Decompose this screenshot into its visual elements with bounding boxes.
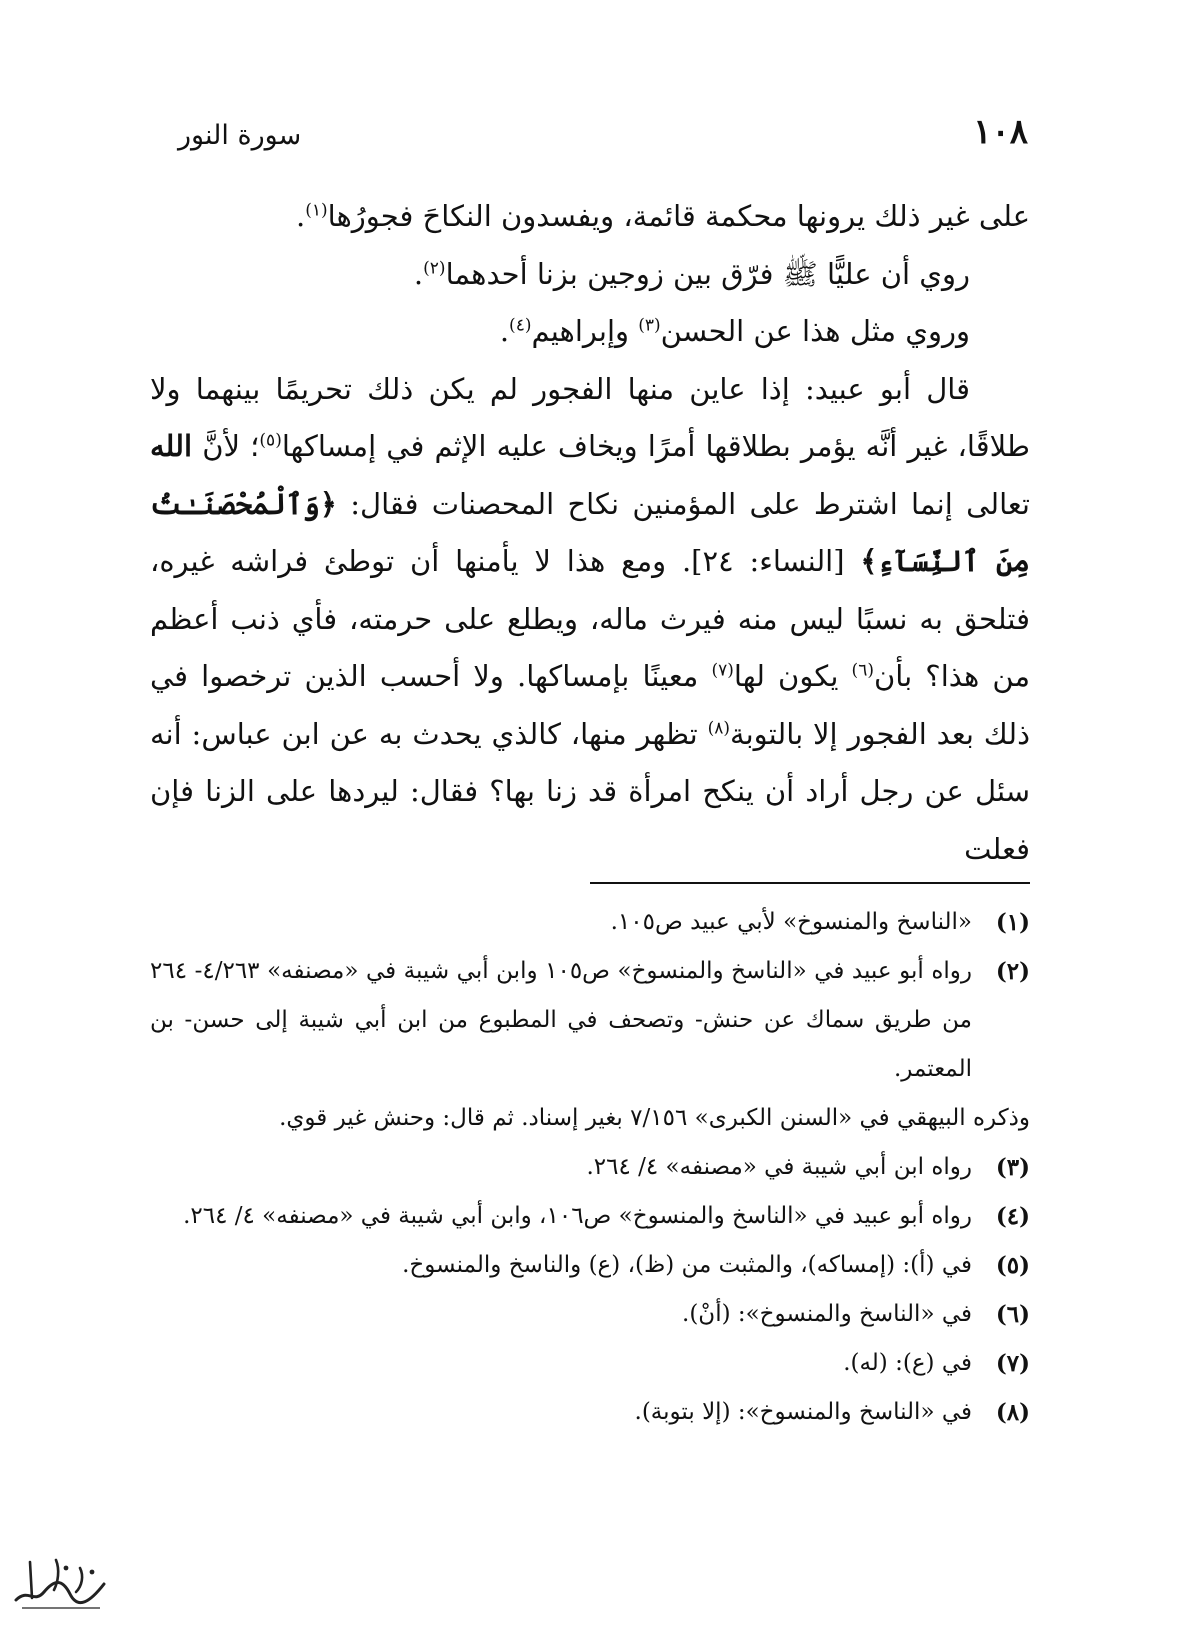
footnote-2-continuation: وذكره البيهقي في «السنن الكبرى» ٧/١٥٦ بغير إسناد. ثم قال: وحنش غير قوي.	[279, 1105, 1030, 1131]
footnote-ref-8[interactable]: (٨)	[707, 717, 731, 738]
running-title: سورة النور	[178, 120, 302, 151]
footnote-3	[150, 1143, 1030, 1192]
divine-name: الله	[150, 429, 193, 463]
footnote-text: رواه ابن أبي شيبة في «مصنفه» ٤/ ٢٦٤.	[586, 1154, 972, 1180]
footnotes	[150, 898, 1030, 1437]
footnote-4	[150, 1192, 1030, 1241]
footnote-number: (٧)	[995, 1350, 1030, 1377]
logo-stroke	[30, 1560, 82, 1598]
footnote-7	[150, 1339, 1030, 1388]
paragraph-4: قال أبو عبيد: إذا عاين منها الفجور لم يكن ذلك تحريمًا بينهما ولا طلاقًا، غير أنَّه يؤمر بطلاقها أمرًا ويخاف عليه الإثم في إمساكها$^{(٥)}$؛ لأنَّ الله تعالى إنما اشترط على المؤمنين نكاح المحصنات فقال: ﴿وَٱلْمُحْصَنَـٰتُ مِنَ ٱلنِّسَآءِ﴾ [النساء: ٢٤]. ومع هذا لا يأمنها أن توطئ فراشه غيره، فتلحق به نسبًا ليس منه فيرث ماله، ويطلع على حرمته، فأي ذنب أعظم من هذا؟ بأن$^{(٦)}$ يكون لها$^{(٧)}$ معينًا بإمساكها. ولا أحسب الذين ترخصوا في ذلك بعد الفجور إلا بالتوبة$^{(٨)}$ تظهر منها، كالذي يحدث به عن ابن عباس: أنه سئل عن رجل أراد أن ينكح امرأة قد زنا بها؟ فقال: ليردها على الزنا فإن فعلت	[150, 371, 1031, 866]
main-text	[150, 188, 1030, 878]
quran-quote: ﴿وَٱلْمُحْصَنَـٰتُ مِنَ ٱلنِّسَآءِ﴾	[150, 486, 1031, 578]
footnote-ref-3[interactable]: (٣)	[638, 315, 661, 336]
footnote-text: رواه أبو عبيد في «الناسخ والمنسوخ» ص١٠٥ وابن أبي شيبة في «مصنفه» ٤/٢٦٣- ٢٦٤ من طريق سماك عن حنش- وتصحف في المطبوع من ابن أبي شيبة إلى حسن- بن المعتمر.	[150, 958, 972, 1082]
footnote-ref-2[interactable]: (٢)	[423, 257, 446, 278]
paragraph-3: وروي مثل هذا عن الحسن$^{(٣)}$ وإبراهيم$^{(٤)}$.	[499, 314, 970, 348]
paragraph-2: روي أن عليًّا ﷺ فرّق بين زوجين بزنا أحدهما$^{(٢)}$.	[413, 256, 970, 291]
footnote-8	[150, 1388, 1030, 1437]
footnote-number: (٣)	[995, 1154, 1030, 1181]
footnote-text: رواه أبو عبيد في «الناسخ والمنسوخ» ص١٠٦، وابن أبي شيبة في «مصنفه» ٤/ ٢٦٤.	[183, 1203, 972, 1229]
logo-dot	[90, 1570, 95, 1575]
footnote-text: في «الناسخ والمنسوخ»: (أنْ).	[682, 1301, 972, 1327]
footnote-ref-4[interactable]: (٤)	[509, 315, 532, 336]
footnote-text: في «الناسخ والمنسوخ»: (إلا بتوبة).	[634, 1399, 972, 1425]
footnote-1	[150, 898, 1030, 947]
footnote-number: (٨)	[995, 1399, 1030, 1426]
footnote-number: (٦)	[995, 1301, 1030, 1328]
footnote-text: في (ع): (له).	[843, 1350, 972, 1376]
footnote-6	[150, 1290, 1030, 1339]
footnote-ref-7[interactable]: (٧)	[711, 660, 734, 681]
footnote-ref-5[interactable]: (٥)	[259, 430, 282, 451]
paragraph-1: على غير ذلك يرونها محكمة قائمة، ويفسدون النكاحَ فجورُها$^{(١)}$.	[296, 199, 1030, 233]
calligraphy-logo	[10, 1548, 110, 1618]
footnote-2	[150, 947, 1030, 1094]
page-header	[178, 112, 1028, 162]
footnote-ref-1[interactable]: (١)	[305, 200, 328, 221]
footnote-5	[150, 1241, 1030, 1290]
logo-dot	[64, 1566, 69, 1571]
footnote-number: (٤)	[995, 1203, 1030, 1230]
footnote-ref-6[interactable]: (٦)	[851, 660, 874, 681]
footnote-text: في (أ): (إمساكه)، والمثبت من (ظ)، (ع) والناسخ والمنسوخ.	[402, 1252, 972, 1278]
footnote-number: (١)	[995, 909, 1030, 936]
logo-stroke	[16, 1583, 104, 1603]
footnote-divider	[590, 882, 1030, 884]
footnote-number: (٥)	[995, 1252, 1030, 1279]
footnote-text: «الناسخ والمنسوخ» لأبي عبيد ص١٠٥.	[610, 909, 972, 935]
footnote-number: (٢)	[995, 958, 1030, 985]
page-number: ١٠٨	[973, 112, 1028, 152]
